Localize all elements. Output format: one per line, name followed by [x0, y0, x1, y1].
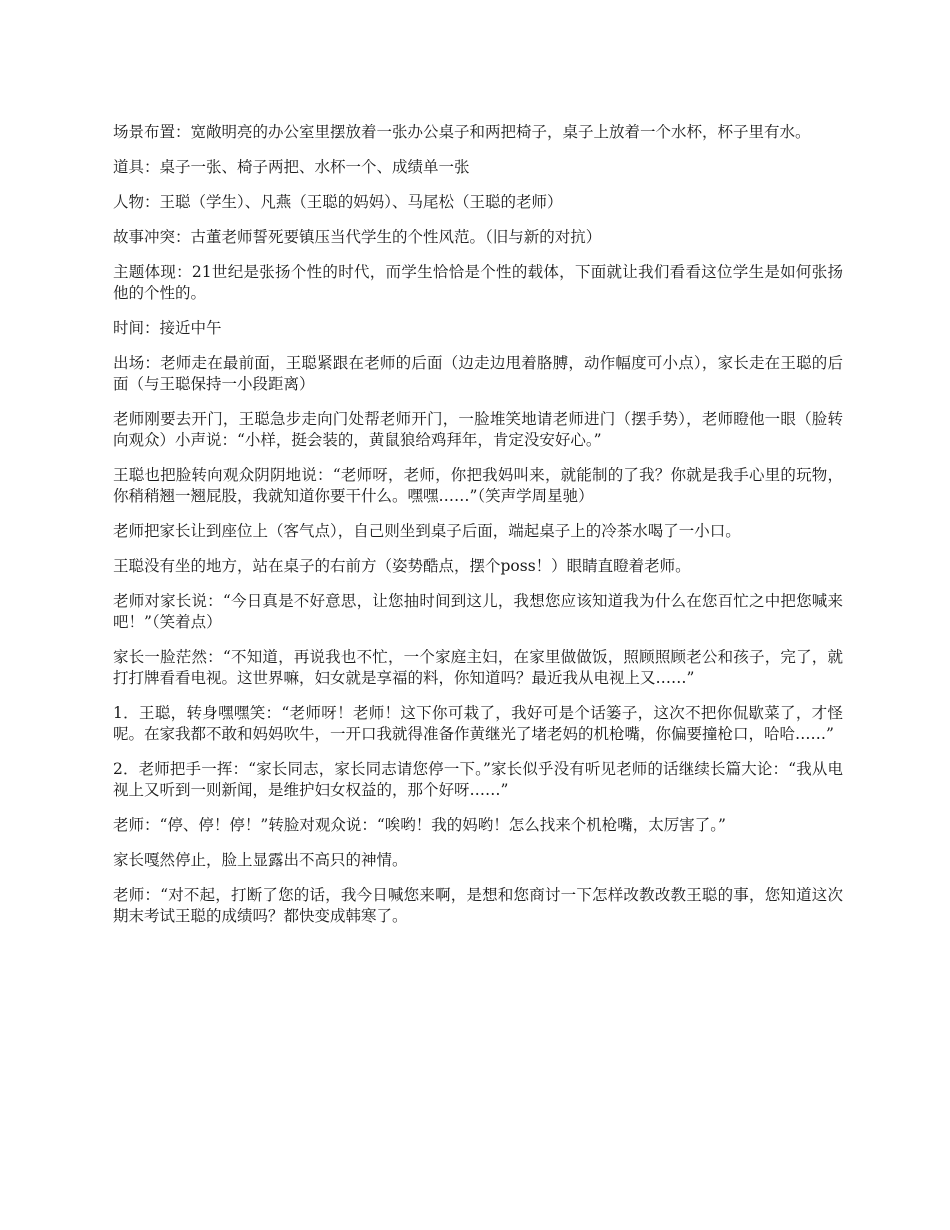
- document-page: [113, 122, 843, 941]
- paragraph-wangcong-aside: 王聪也把脸转向观众阴阴地说：“老师呀，老师，你把我妈叫来，就能制的了我？你就是我手心里的玩物，你稍稍翘一翘屁股，我就知道你要干什么。嘿嘿……”（笑声学周星驰）: [113, 466, 843, 505]
- paragraph-props: 道具：桌子一张、椅子两把、水杯一个、成绩单一张: [113, 158, 470, 176]
- paragraph-parent-reply: 家长一脸茫然：“不知道，再说我也不忙，一个家庭主妇，在家里做做饭，照顾照顾老公和孩子，完了，就打打牌看看电视。这世界嘛，妇女就是享福的料，你知道吗？最近我从电视上又……”: [113, 648, 843, 687]
- paragraph-parent-stops: 家长嘎然停止，脸上显露出不高只的神情。: [113, 851, 408, 869]
- paragraph-seating: 老师把家长让到座位上（客气点），自己则坐到桌子后面，端起桌子上的冷茶水喝了一小口。: [113, 522, 741, 540]
- paragraph-teacher-apology: 老师：“对不起，打断了您的话，我今日喊您来啊，是想和您商讨一下怎样改教改教王聪的事，您知道这次期末考试王聪的成绩吗？都快变成韩寒了。: [113, 886, 843, 925]
- paragraph-theme: 主题体现：21世纪是张扬个性的时代，而学生恰恰是个性的载体，下面就让我们看看这位学生是如何张扬他的个性的。: [113, 263, 843, 302]
- paragraph-item-1: 1．王聪，转身嘿嘿笑：“老师呀！老师！这下你可栽了，我好可是个话篓子，这次不把你侃歇菜了，才怪呢。在家我都不敢和妈妈吹牛，一开口我就得准备作黄继光了堵老妈的机枪嘴，你偏要撞枪口，哈哈……”: [113, 704, 843, 743]
- paragraph-teacher-stop: 老师：“停、停！停！”转脸对观众说：“唉哟！我的妈哟！怎么找来个机枪嘴，太厉害了。”: [113, 816, 726, 834]
- paragraph-door: 老师刚要去开门，王聪急步走向门处帮老师开门，一脸堆笑地请老师进门（摆手势），老师瞪他一眼（脸转向观众）小声说：“小样，挺会装的，黄鼠狼给鸡拜年，肯定没安好心。”: [113, 410, 843, 449]
- paragraph-teacher-greeting: 老师对家长说：“今日真是不好意思，让您抽时间到这儿，我想您应该知道我为什么在您百忙之中把您喊来吧！”（笑着点）: [113, 592, 843, 631]
- paragraph-characters: 人物：王聪（学生）、凡燕（王聪的妈妈）、马尾松（王聪的老师）: [113, 193, 563, 211]
- paragraph-item-2: 2．老师把手一挥：“家长同志，家长同志请您停一下。”家长似乎没有听见老师的话继续长篇大论：“我从电视上又听到一则新闻，是维护妇女权益的，那个好呀……”: [113, 760, 843, 799]
- paragraph-conflict: 故事冲突：古董老师誓死要镇压当代学生的个性风范。（旧与新的对抗）: [113, 228, 602, 246]
- paragraph-standing: 王聪没有坐的地方，站在桌子的右前方（姿势酷点，摆个poss！）眼睛直瞪着老师。: [113, 557, 691, 575]
- paragraph-scene-setup: 场景布置：宽敞明亮的办公室里摆放着一张办公桌子和两把椅子，桌子上放着一个水杯，杯子里有水。: [113, 123, 811, 141]
- paragraph-time: 时间：接近中午: [113, 319, 222, 337]
- paragraph-entrance: 出场：老师走在最前面，王聪紧跟在老师的后面（边走边甩着胳膊，动作幅度可小点），家长走在王聪的后面（与王聪保持一小段距离）: [113, 354, 843, 393]
